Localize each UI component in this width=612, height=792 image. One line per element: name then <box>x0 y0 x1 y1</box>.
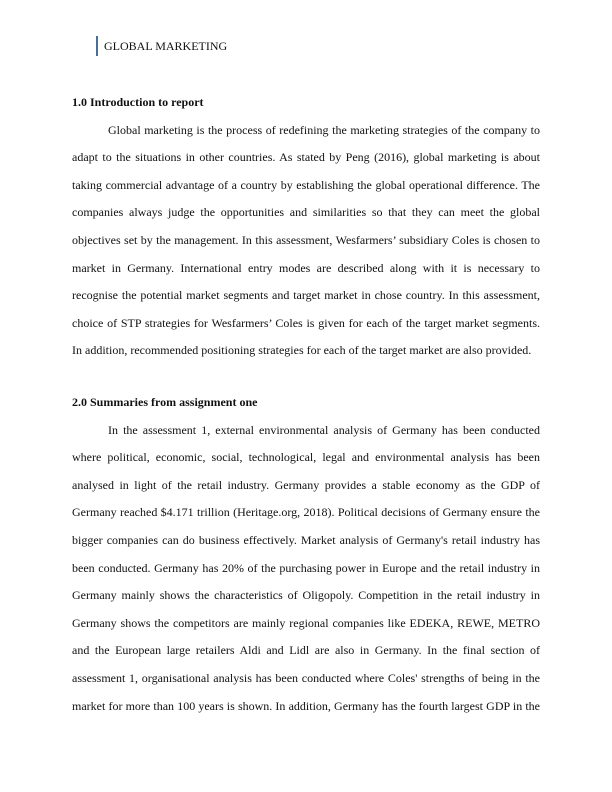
paragraph-line: assessment 1, organisational analysis has been conducted where Coles' strengths of being in the <box>72 670 540 685</box>
section-heading: 1.0 Introduction to report <box>72 95 204 109</box>
paragraph-line: been conducted. Germany has 20% of the purchasing power in Europe and the retail industry in <box>72 560 540 575</box>
section-heading: 2.0 Summaries from assignment one <box>72 395 258 409</box>
paragraph-line: analysed in light of the retail industry. Germany provides a stable economy as the GDP of <box>72 477 540 492</box>
paragraph-line: bigger companies can do business effectively. Market analysis of Germany's retail industry has <box>72 532 540 547</box>
paragraph-line: recognise the potential market segments and target market in chose country. In this assessment, <box>72 288 540 303</box>
paragraph-line: market for more than 100 years is shown. In addition, Germany has the fourth largest GDP in the <box>72 698 540 713</box>
paragraph-line: Germany reached $4.171 trillion (Heritage.org, 2018). Political decisions of Germany ensure the <box>72 505 540 520</box>
paragraph-line: objectives set by the management. In this assessment, Wesfarmers’ subsidiary Coles is chosen to <box>72 232 540 247</box>
paragraph-line: Global marketing is the process of redefining the marketing strategies of the company to <box>108 122 540 137</box>
paragraph-line: Germany mainly shows the characteristics of Oligopoly. Competition in the retail industry in <box>72 588 540 603</box>
paragraph-line: and the European large retailers Aldi and Lidl are also in Germany. In the final section of <box>72 643 540 658</box>
paragraph-line: In the assessment 1, external environmental analysis of Germany has been conducted <box>108 422 540 437</box>
page-header: GLOBAL MARKETING <box>96 36 227 56</box>
paragraph-line: adapt to the situations in other countries. As stated by Peng (2016), global marketing is about <box>72 150 540 165</box>
paragraph-line: choice of STP strategies for Wesfarmers’ Coles is given for each of the target market segments. <box>72 315 540 330</box>
section-summaries <box>72 389 540 720</box>
paragraph-line: In addition, recommended positioning strategies for each of the target market are also provided. <box>72 343 532 358</box>
paragraph-line: taking commercial advantage of a country by establishing the global operational difference. The <box>72 177 540 192</box>
section-introduction <box>72 89 540 365</box>
paragraph-line: Germany shows the competitors are mainly regional companies like EDEKA, REWE, METRO <box>72 615 540 630</box>
paragraph-line: companies always judge the opportunities and similarities so that they can meet the global <box>72 205 540 220</box>
paragraph <box>72 117 540 365</box>
paragraph-line: market in Germany. International entry modes are described along with it is necessary to <box>72 260 540 275</box>
paragraph <box>72 417 540 721</box>
paragraph-line: where political, economic, social, technological, legal and environmental analysis has been <box>72 450 540 465</box>
